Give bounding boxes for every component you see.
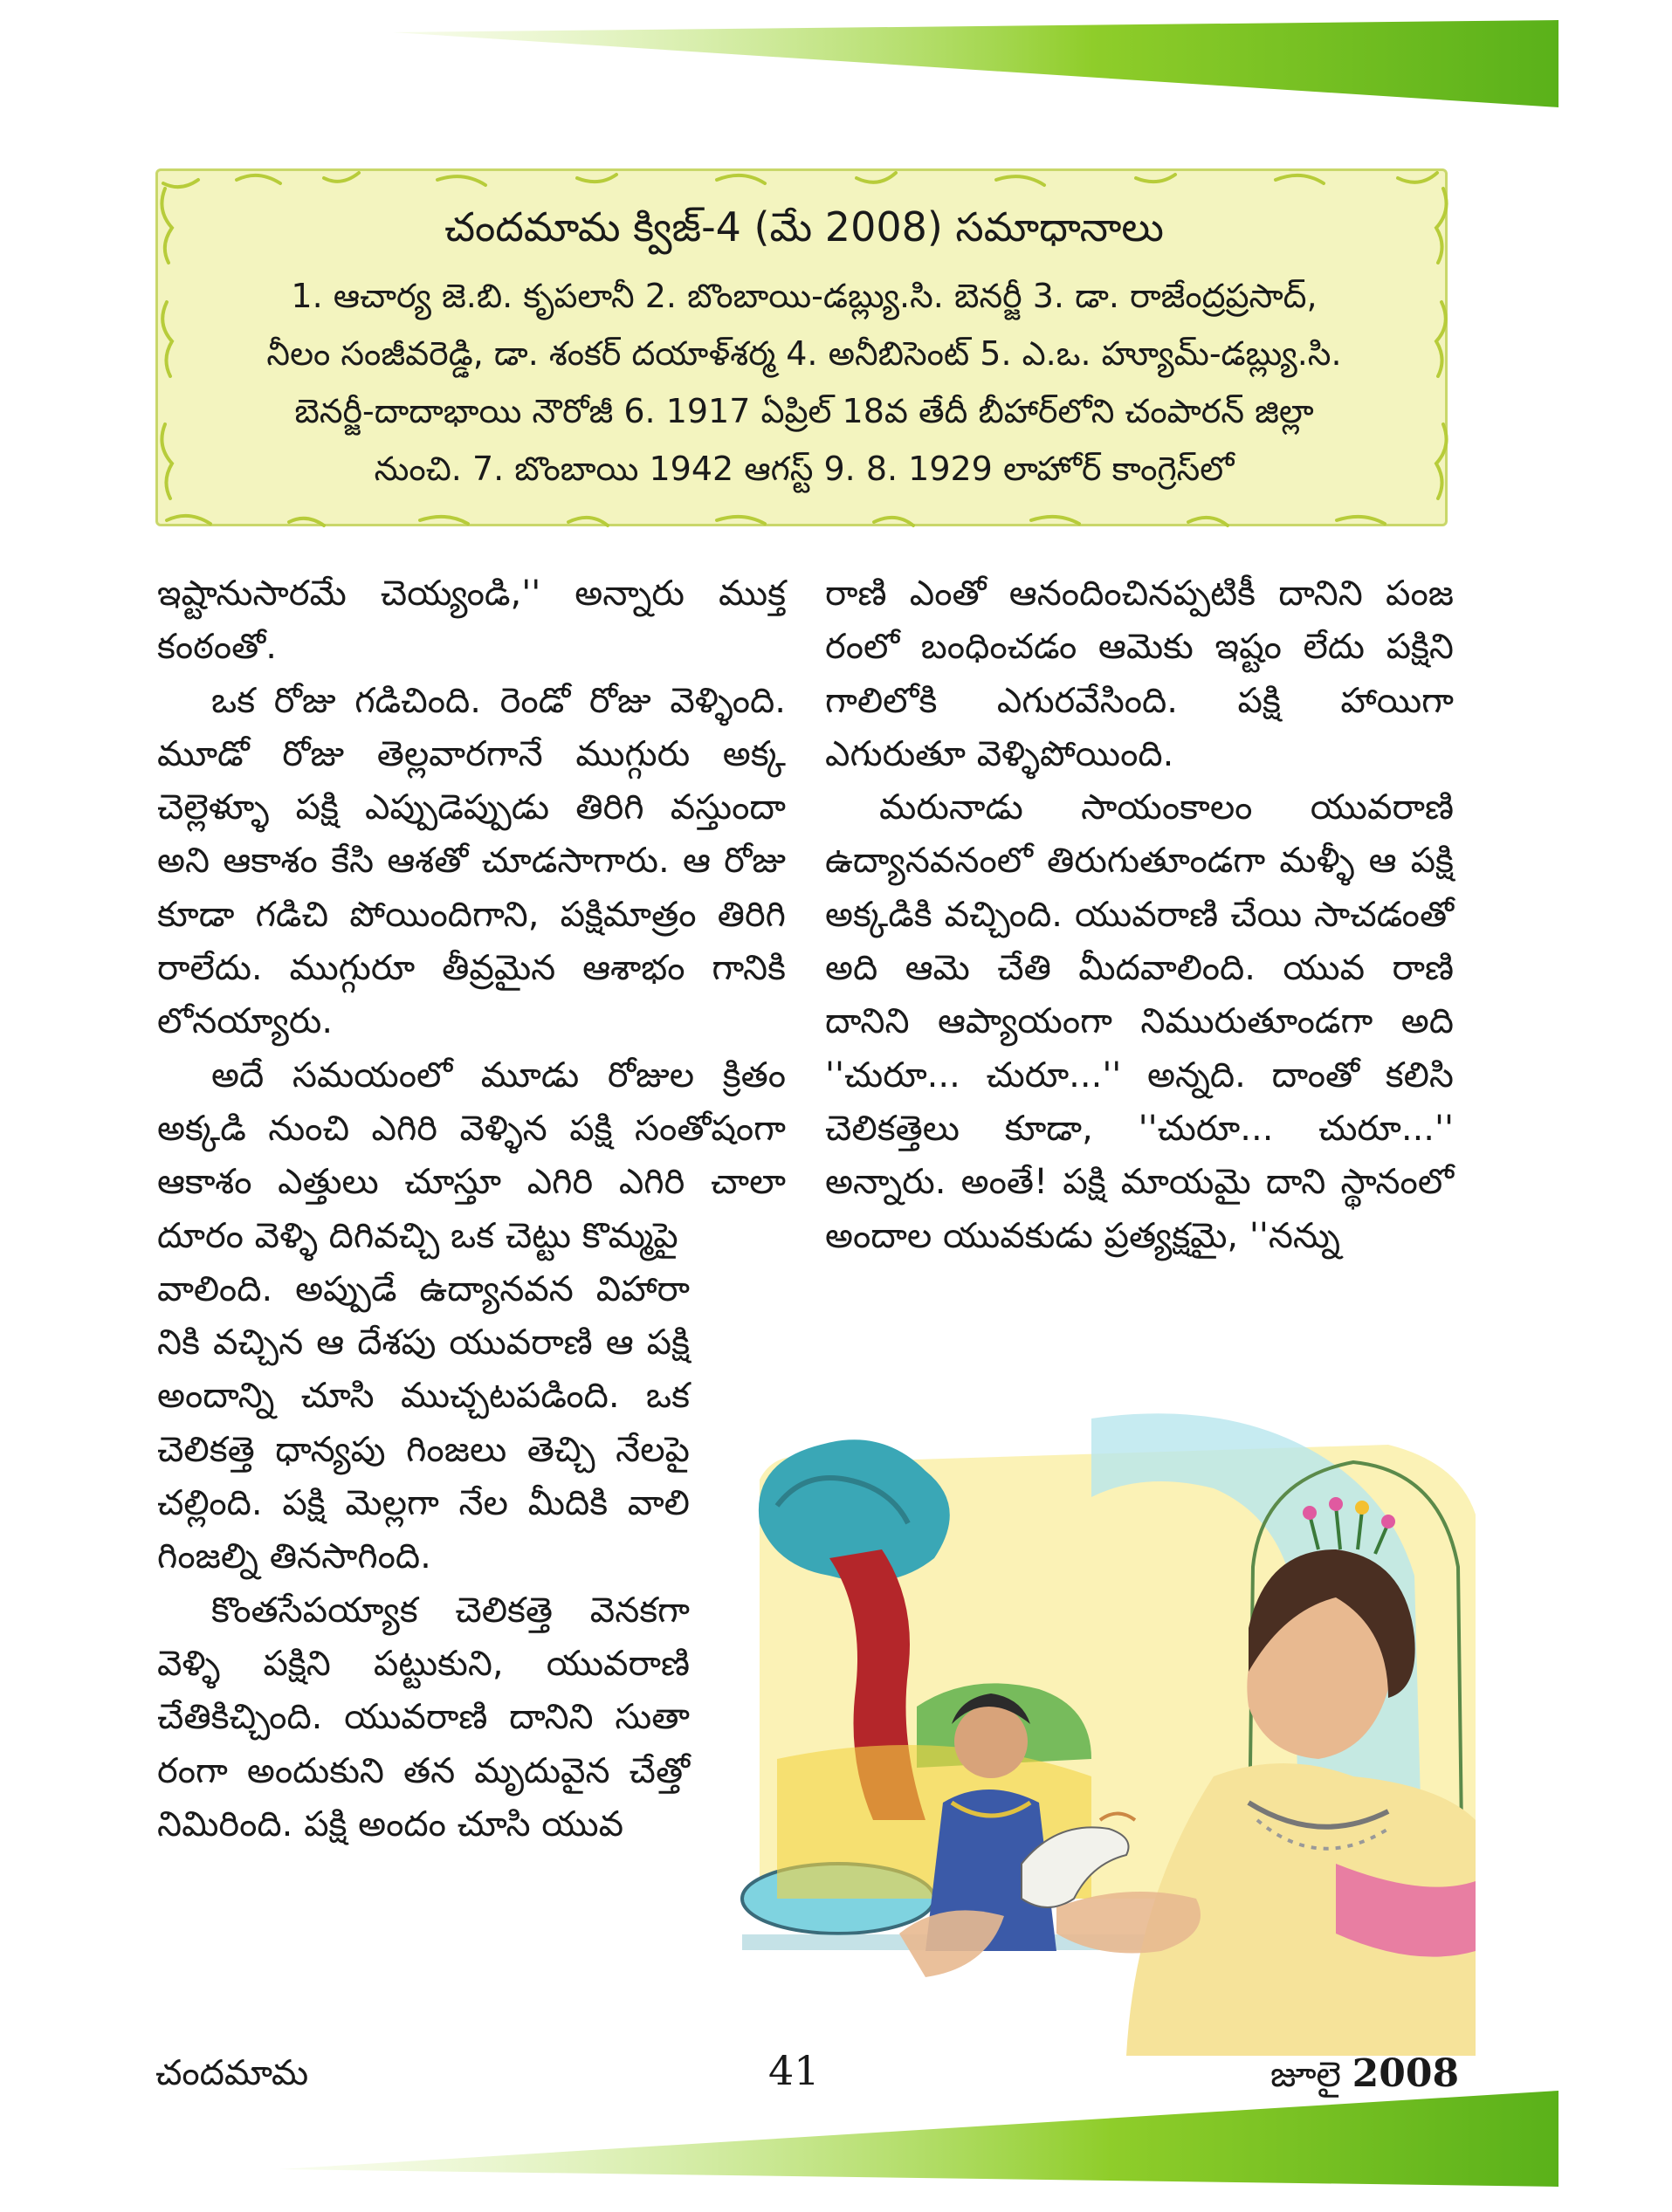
quiz-answer-line: నుంచి. 7. బొంబాయి 1942 ఆగస్ట్ 9. 8. 1929 లాహోర్ కాంగ్రెస్‌లో (374, 450, 1235, 488)
quiz-title: చందమామ క్విజ్-4 (మే 2008) సమాధానాలు (444, 203, 1164, 251)
story-paragraph: రాణి ఎంతో ఆనందించినప్పటికీ దానిని పంజ రంలో బంధించడం ఆమెకు ఇష్టం లేదు పక్షిని గాలిలోకి ఎగురవేసింది. పక్షి హాయిగా ఎగురుతూ వెళ్ళిపోయింది. (825, 574, 1454, 774)
footer-issue-date (1270, 2051, 1459, 2104)
footer-year: 2008 (1352, 2051, 1460, 2096)
story-paragraph: కొంతసేపయ్యాక చెలికత్తె వెనకగా వెళ్ళి పక్షిని పట్టుకుని, యువరాణి చేతికిచ్చింది. యువరాణి దానిని సుతా రంగా అందుకుని తన మృదువైన చేత్తో నిమిరింది. పక్షి అందం చూసి యువ (157, 1590, 690, 1844)
story-paragraph: వాలింది. అప్పుడే ఉద్యానవన విహారా నికి వచ్చిన ఆ దేశపు యువరాణి ఆ పక్షి అందాన్ని చూసి ముచ్చటపడింది. ఒక చెలికత్తె ధాన్యపు గింజలు తెచ్చి నేలపై చల్లింది. పక్షి మెల్లగా నేల మీదికి వాలి గింజల్ని తినసాగింది. (157, 1268, 690, 1577)
quiz-answer-lines (193, 267, 1415, 498)
top-green-streak (393, 13, 1598, 113)
footer-magazine-name: చందమామ (155, 2053, 309, 2093)
story-paragraph: మరునాడు సాయంకాలం యువరాణి ఉద్యానవనంలో తిరుగుతూండగా మళ్ళీ ఆ పక్షి అక్కడికి వచ్చింది. యువరాణి చేయి సాచడంతో అది ఆమె చేతి మీదవాలింది. యువ రాణి దానిని ఆప్యాయంగా నిమురుతూండగా అది ''చురూ... చురూ...'' అన్నది. దాంతో కలిసి చెలికత్తెలు కూడా, ''చురూ... చురూ...'' అన్నారు. అంతే! పక్షి మాయమై దాని స్థానంలో అందాల యువకుడు ప్రత్యక్షమై, ''నన్ను (825, 787, 1454, 1256)
quiz-answers-box (155, 168, 1448, 526)
footer-month: జూలై (1270, 2055, 1341, 2095)
story-left-column (157, 567, 786, 1851)
story-right-column (825, 567, 1454, 1263)
page-number: 41 (768, 2047, 820, 2094)
quiz-answer-line: 1. ఆచార్య జె.బి. కృపలానీ 2. బొంబాయి-డబ్ల్యు.సి. బెనర్జీ 3. డా. రాజేంద్రప్రసాద్, (291, 277, 1318, 315)
quiz-answer-line: బెనర్జీ-దాదాభాయి నౌరోజీ 6. 1917 ఏప్రిల్ 18వ తేదీ బీహార్‌లోని చంపారన్ జిల్లా (294, 392, 1314, 430)
story-paragraph: ఇష్టానుసారమే చెయ్యండి,'' అన్నారు ముక్త కంఠంతో. (157, 574, 786, 668)
princess-and-bird-illustration (725, 1410, 1493, 2056)
story-paragraph: అదే సమయంలో మూడు రోజుల క్రితం అక్కడి నుంచి ఎగిరి వెళ్ళిన పక్షి సంతోషంగా ఆకాశం ఎత్తులు చూస్తూ ఎగిరి ఎగిరి చాలా దూరం వెళ్ళి దిగివచ్చి ఒక చెట్టు కొమ్మపై (157, 1054, 786, 1256)
story-paragraph: ఒక రోజు గడిచింది. రెండో రోజు వెళ్ళింది. మూడో రోజు తెల్లవారగానే ముగ్గురు అక్క చెల్లెళ్ళూ పక్షి ఎప్పుడెప్పుడు తిరిగి వస్తుందా అని ఆకాశం కేసి ఆశతో చూడసాగారు. ఆ రోజు కూడా గడిచి పోయిందిగాని, పక్షిమాత్రం తిరిగి రాలేదు. ముగ్గురూ తీవ్రమైన ఆశాభం గానికి లోనయ్యారు. (157, 680, 786, 1042)
quiz-answer-line: నీలం సంజీవరెడ్డి, డా. శంకర్ దయాళ్‌శర్మ 4. అనీబిసెంట్ 5. ఎ.ఒ. హ్యూమ్-డబ్ల్యు.సి. (266, 334, 1342, 373)
